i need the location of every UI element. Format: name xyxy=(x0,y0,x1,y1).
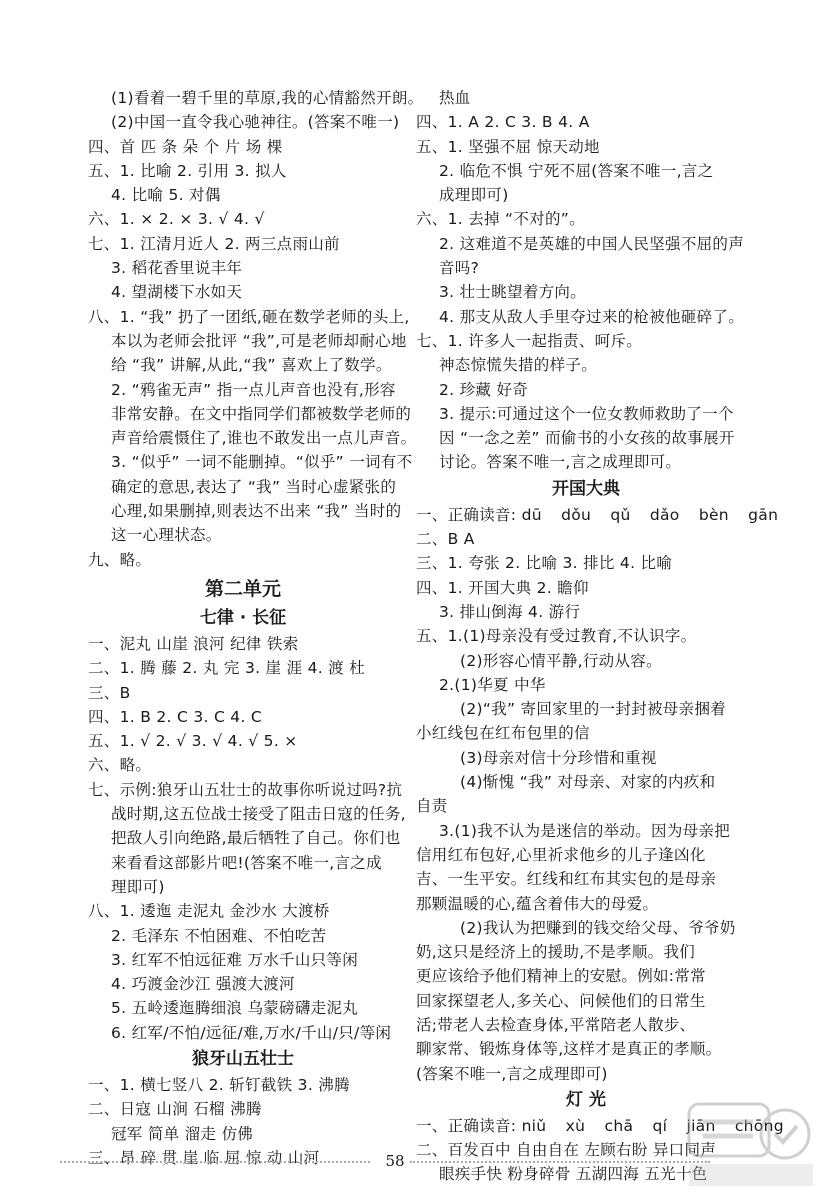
text-line: 四、首 匹 条 朵 个 片 场 棵 xyxy=(88,137,283,156)
text-line: 3. 稻花香里说丰年 xyxy=(111,259,243,278)
text-line: 三、B xyxy=(88,683,131,702)
section-heading: 灯 光 xyxy=(566,1089,606,1110)
footer-dotted-rule xyxy=(60,1161,370,1163)
text-line: 2.(1)华夏 中华 xyxy=(439,675,546,694)
text-line: 一、1. 横七竖八 2. 斩钉截铁 3. 沸腾 xyxy=(88,1075,350,1094)
text-line: 二、百发百中 自由自在 左顾右盼 异口同声 xyxy=(416,1141,717,1160)
text-line: 3.(1)我不认为是迷信的举动。因为母亲把 xyxy=(439,821,731,840)
text-line: 心理,如果删掉,则表达不出来 “我” 当时的 xyxy=(111,502,402,521)
text-line: 四、1. B 2. C 3. C 4. C xyxy=(88,707,263,726)
text-line: 五、1. 比喻 2. 引用 3. 拟人 xyxy=(88,161,287,180)
pinyin-word: chā xyxy=(604,1116,634,1135)
pinyin-prefix: 一、正确读音: xyxy=(416,505,517,524)
text-line: 4. 巧渡金沙江 强渡大渡河 xyxy=(111,975,295,994)
text-line: 五、1.(1)母亲没有受过教育,不认识字。 xyxy=(416,627,697,646)
text-line: 三、昂 碎 贯 崖 临 屈 惊 动 山河 xyxy=(88,1148,320,1167)
text-line: (2)我认为把赚到的钱交给父母、爷爷奶 xyxy=(460,918,736,937)
text-line: 讨论。答案不唯一,言之成理即可。 xyxy=(439,453,682,472)
right-column xyxy=(416,86,784,1187)
text-line: 非常安静。在文中指同学们都被数学老师的 xyxy=(111,404,412,423)
text-line: (4)惭愧 “我” 对母亲、对家的内疚和 xyxy=(460,773,716,792)
text-line: 热血 xyxy=(439,89,471,107)
text-line: 2. 临危不惧 宁死不屈(答案不唯一,言之 xyxy=(439,161,714,180)
text-line: 来看看这部影片吧!(答案不唯一,言之成 xyxy=(111,853,382,872)
left-column xyxy=(88,86,424,1170)
text-line: 3. 排山倒海 4. 游行 xyxy=(439,602,581,621)
text-line: 6. 红军/不怕/远征/难,万水/千山/只/等闲 xyxy=(111,1023,392,1042)
pinyin-word: dǎo xyxy=(649,505,680,524)
pinyin-word: bèn xyxy=(698,505,729,524)
footer-dotted-rule xyxy=(410,1161,710,1163)
text-line: 五、1. √ 2. √ 3. √ 4. √ 5. × xyxy=(88,732,298,751)
text-line: (2)中国一直令我心驰神往。(答案不唯一) xyxy=(111,113,400,132)
text-line: 确定的意思,表达了 “我” 当时心虚紧张的 xyxy=(111,477,397,496)
text-line: 4. 望湖楼下水如天 xyxy=(111,283,243,302)
text-line: 信用红布包好,心里祈求他乡的儿子逢凶化 xyxy=(416,845,706,864)
text-line: (答案不唯一,言之成理即可) xyxy=(416,1064,608,1083)
pinyin-word: xù xyxy=(565,1116,586,1135)
text-line: 3. “似乎” 一词不能删掉。“似乎” 一词有不 xyxy=(111,453,413,472)
pinyin-line xyxy=(416,503,779,527)
text-line: 七、示例:狼牙山五壮士的故事你听说过吗?抗 xyxy=(88,780,403,799)
text-line: 八、1. “我” 扔了一团纸,砸在数学老师的头上, xyxy=(88,307,410,326)
text-line: 战时期,这五位战士接受了阻击日寇的任务, xyxy=(111,805,406,824)
text-line: 神态惊慌失措的样子。 xyxy=(439,356,598,375)
pinyin-word: dū xyxy=(521,505,542,524)
text-line: 3. 提示:可通过这个一位女教师救助了一个 xyxy=(439,404,734,423)
pinyin-word: qí xyxy=(652,1116,668,1135)
text-line: 活;带老人去检查身体,平常陪老人散步、 xyxy=(416,1015,696,1034)
text-line: 这一心理状态。 xyxy=(111,526,222,545)
text-line: 六、1. × 2. × 3. √ 4. √ xyxy=(88,210,265,229)
text-line: (2)形容心情平静,行动从容。 xyxy=(460,651,662,670)
text-line: (2)“我” 寄回家里的一封封被母亲捆着 xyxy=(460,700,726,719)
text-line: 成理即可) xyxy=(439,186,509,205)
text-line: (1)看着一碧千里的草原,我的心情豁然开朗。 xyxy=(111,89,424,107)
text-line: 一、泥丸 山崖 浪河 纪律 铁索 xyxy=(88,634,299,653)
page-footer xyxy=(60,1150,760,1174)
text-line: 二、B A xyxy=(416,530,475,549)
text-line: 2. 这难道不是英雄的中国人民坚强不屈的声 xyxy=(439,234,745,253)
text-line: 把敌人引向绝路,最后牺牲了自己。你们也 xyxy=(111,829,401,848)
text-line: 4. 比喻 5. 对偶 xyxy=(111,186,221,205)
text-line: 四、1. 开国大典 2. 瞻仰 xyxy=(416,578,589,597)
text-line: 理即可) xyxy=(111,877,165,896)
pinyin-word: chōng xyxy=(734,1116,784,1135)
pinyin-prefix: 一、正确读音: xyxy=(416,1116,517,1135)
unit-heading: 第二单元 xyxy=(204,577,281,600)
section-heading: 狼牙山五壮士 xyxy=(192,1048,294,1069)
text-line: 声音给震慑住了,谁也不敢发出一点儿声音。 xyxy=(111,429,417,448)
text-line: 自责 xyxy=(416,797,448,816)
pinyin-word: niǔ xyxy=(521,1116,547,1135)
text-line: 五、1. 坚强不屈 惊天动地 xyxy=(416,137,600,156)
text-line: 二、日寇 山涧 石榴 沸腾 xyxy=(88,1100,262,1119)
text-line: 四、1. A 2. C 3. B 4. A xyxy=(416,113,590,132)
pinyin-word: dǒu xyxy=(561,505,592,524)
pinyin-word: jiān xyxy=(686,1116,716,1135)
text-line: 音吗? xyxy=(439,259,480,278)
text-line: 3. 壮士眺望着方向。 xyxy=(439,283,587,302)
text-line: 二、1. 腾 藤 2. 丸 完 3. 崖 涯 4. 渡 杜 xyxy=(88,659,366,678)
text-line: 3. 红军不怕远征难 万水千山只等闲 xyxy=(111,950,359,969)
page-number: 58 xyxy=(385,1152,405,1170)
text-line: 眼疾手快 粉身碎骨 五湖四海 五光十色 xyxy=(439,1165,708,1184)
watermark-logo-icon xyxy=(685,1098,817,1190)
text-line: 5. 五岭逶迤腾细浪 乌蒙磅礴走泥丸 xyxy=(111,999,359,1018)
text-line: 更应该给予他们精神上的安慰。例如:常常 xyxy=(416,967,706,986)
text-line: 2. 毛泽东 不怕困难、不怕吃苦 xyxy=(111,926,327,945)
text-line: 冠军 简单 溜走 仿佛 xyxy=(111,1124,254,1143)
section-heading: 七律 · 长征 xyxy=(199,607,287,628)
pinyin-word: qǔ xyxy=(610,505,631,524)
section-heading: 开国大典 xyxy=(552,478,620,499)
text-line: 六、略。 xyxy=(88,756,152,775)
text-line: (3)母亲对信十分珍惜和重视 xyxy=(460,748,657,767)
text-line: 2. “鸦雀无声” 指一点儿声音也没有,形容 xyxy=(111,380,396,399)
text-line: 吉、一生平安。红线和红布其实包的是母亲 xyxy=(416,870,717,889)
text-line: 八、1. 逶迤 走泥丸 金沙水 大渡桥 xyxy=(88,902,330,921)
text-line: 小红线包在红布包里的信 xyxy=(416,724,590,743)
text-line: 那颗温暖的心,蕴含着伟大的母爱。 xyxy=(416,894,659,913)
text-line: 回家探望老人,多关心、问候他们的日常生 xyxy=(416,991,706,1010)
text-line: 给 “我” 讲解,从此,“我” 喜欢上了数学。 xyxy=(111,356,392,375)
text-line: 七、1. 江清月近人 2. 两三点雨山前 xyxy=(88,234,340,253)
text-line: 4. 那支从敌人手里夺过来的枪被他砸碎了。 xyxy=(439,307,745,326)
pinyin-word: gān xyxy=(748,505,779,524)
text-line: 聊家常、锻炼身体等,这样才是真正的孝顺。 xyxy=(416,1040,722,1059)
text-line: 奶,这只是经济上的援助,不是孝顺。我们 xyxy=(416,943,696,962)
text-line: 2. 珍藏 好奇 xyxy=(439,380,529,399)
text-line: 本以为老师会批评 “我”,可是老师却耐心地 xyxy=(111,331,407,350)
text-line: 三、1. 夸张 2. 比喻 3. 排比 4. 比喻 xyxy=(416,554,673,573)
text-line: 因 “一念之差” 而偷书的小女孩的故事展开 xyxy=(439,429,735,448)
text-line: 七、1. 许多人一起指责、呵斥。 xyxy=(416,331,643,350)
text-line: 九、略。 xyxy=(88,550,152,569)
text-line: 六、1. 去掉 “不对的”。 xyxy=(416,210,585,229)
